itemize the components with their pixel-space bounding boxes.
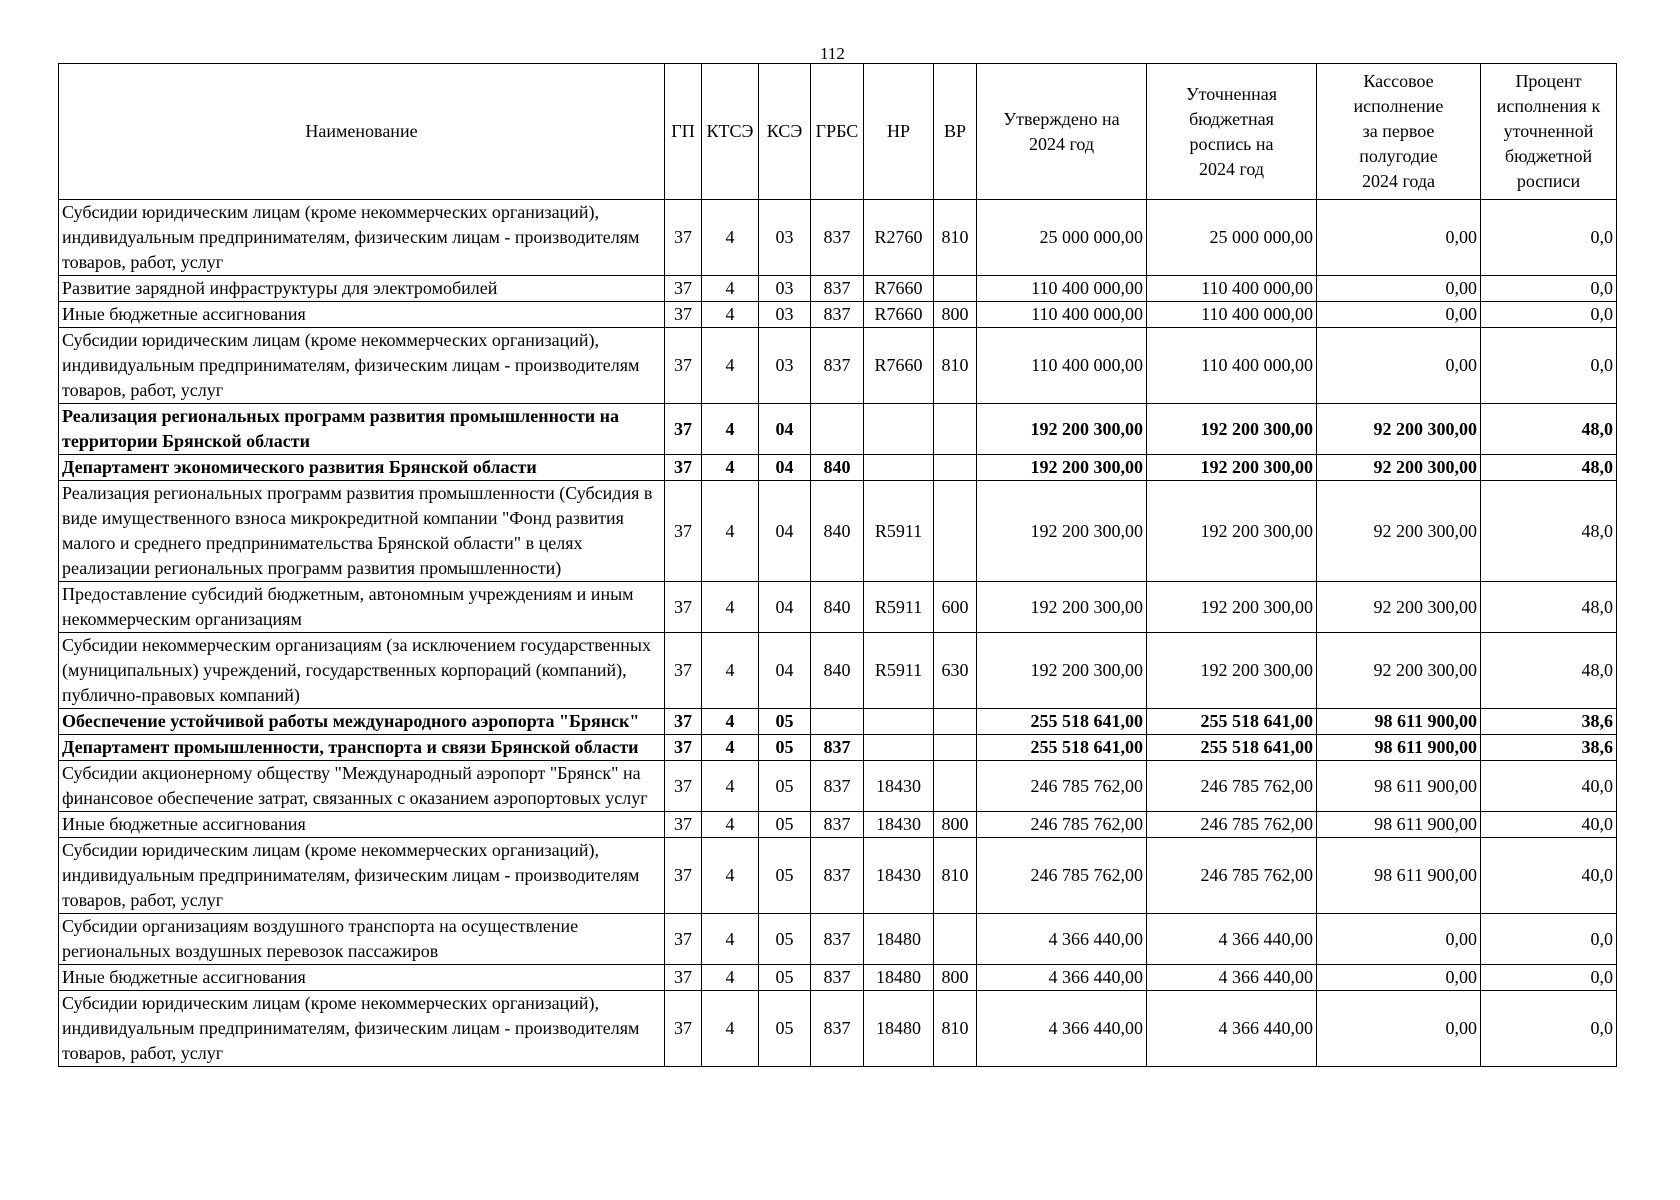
cell-ktse: 4 [702,812,759,838]
cell-cash: 92 200 300,00 [1317,481,1481,582]
table-row [59,328,1617,404]
cell-approved: 192 200 300,00 [977,633,1147,709]
cell-refined: 25 000 000,00 [1147,200,1317,276]
header-kse: КСЭ [759,64,811,200]
cell-refined: 192 200 300,00 [1147,481,1317,582]
cell-gp: 37 [665,276,702,302]
cell-kse: 03 [759,200,811,276]
cell-percent: 0,0 [1481,914,1617,965]
cell-name: Департамент промышленности, транспорта и связи Брянской области [59,735,665,761]
cell-approved: 192 200 300,00 [977,455,1147,481]
table-row [59,991,1617,1067]
budget-table [58,63,1617,1067]
cell-refined: 246 785 762,00 [1147,761,1317,812]
cell-vr: 600 [934,582,977,633]
cell-kse: 04 [759,633,811,709]
cell-nr: 18430 [864,812,934,838]
page-number: 112 [820,44,845,63]
cell-cash: 98 611 900,00 [1317,761,1481,812]
cell-nr: 18480 [864,965,934,991]
cell-grbs: 837 [811,328,864,404]
cell-name: Реализация региональных программ развития промышленности (Субсидия в виде имущественного взноса микрокредитной компании "Фонд развития малого и среднего предпринимательства Брянской области" в целях реализации региональных программ развития промышленности) [59,481,665,582]
cell-refined: 110 400 000,00 [1147,328,1317,404]
cell-kse: 04 [759,455,811,481]
cell-approved: 192 200 300,00 [977,582,1147,633]
cell-approved: 246 785 762,00 [977,838,1147,914]
cell-vr [934,761,977,812]
cell-ktse: 4 [702,328,759,404]
cell-percent: 48,0 [1481,404,1617,455]
cell-grbs: 837 [811,838,864,914]
cell-approved: 192 200 300,00 [977,481,1147,582]
cell-refined: 192 200 300,00 [1147,404,1317,455]
cell-nr [864,735,934,761]
cell-approved: 110 400 000,00 [977,302,1147,328]
cell-name: Реализация региональных программ развития промышленности на территории Брянской области [59,404,665,455]
cell-percent: 40,0 [1481,761,1617,812]
cell-name: Иные бюджетные ассигнования [59,302,665,328]
header-gp: ГП [665,64,702,200]
header-cash: Кассовое исполнение за первое полугодие 2024 года [1317,64,1481,200]
cell-percent: 0,0 [1481,276,1617,302]
cell-cash: 98 611 900,00 [1317,838,1481,914]
cell-approved: 255 518 641,00 [977,735,1147,761]
cell-nr: R5911 [864,633,934,709]
cell-vr: 810 [934,991,977,1067]
cell-kse: 05 [759,812,811,838]
cell-gp: 37 [665,582,702,633]
cell-approved: 4 366 440,00 [977,965,1147,991]
cell-grbs: 837 [811,991,864,1067]
cell-ktse: 4 [702,838,759,914]
cell-nr: R7660 [864,328,934,404]
cell-grbs [811,709,864,735]
cell-ktse: 4 [702,709,759,735]
cell-kse: 05 [759,761,811,812]
cell-gp: 37 [665,302,702,328]
cell-refined: 255 518 641,00 [1147,709,1317,735]
header-refined: Уточненная бюджетная роспись на 2024 год [1147,64,1317,200]
cell-ktse: 4 [702,914,759,965]
table-row [59,455,1617,481]
table-header [59,64,1617,200]
cell-cash: 0,00 [1317,991,1481,1067]
cell-cash: 92 200 300,00 [1317,455,1481,481]
table-row [59,965,1617,991]
cell-vr: 800 [934,965,977,991]
cell-vr: 800 [934,812,977,838]
cell-refined: 255 518 641,00 [1147,735,1317,761]
table-row [59,481,1617,582]
cell-cash: 92 200 300,00 [1317,633,1481,709]
cell-percent: 48,0 [1481,633,1617,709]
cell-refined: 192 200 300,00 [1147,633,1317,709]
cell-vr: 810 [934,200,977,276]
cell-kse: 03 [759,302,811,328]
cell-gp: 37 [665,991,702,1067]
cell-cash: 0,00 [1317,328,1481,404]
cell-percent: 48,0 [1481,582,1617,633]
cell-name: Иные бюджетные ассигнования [59,812,665,838]
cell-ktse: 4 [702,455,759,481]
cell-kse: 05 [759,709,811,735]
cell-gp: 37 [665,761,702,812]
cell-nr: R5911 [864,481,934,582]
cell-grbs: 837 [811,302,864,328]
cell-ktse: 4 [702,582,759,633]
cell-percent: 40,0 [1481,838,1617,914]
cell-cash: 92 200 300,00 [1317,582,1481,633]
cell-vr [934,481,977,582]
cell-nr [864,404,934,455]
cell-percent: 40,0 [1481,812,1617,838]
cell-name: Обеспечение устойчивой работы международного аэропорта "Брянск" [59,709,665,735]
cell-grbs: 837 [811,812,864,838]
cell-cash: 0,00 [1317,276,1481,302]
cell-percent: 0,0 [1481,965,1617,991]
cell-gp: 37 [665,965,702,991]
cell-name: Субсидии некоммерческим организациям (за исключением государственных (муниципальных) учреждений, государственных корпораций (компаний), публично-правовых компаний) [59,633,665,709]
cell-gp: 37 [665,709,702,735]
cell-name: Иные бюджетные ассигнования [59,965,665,991]
cell-ktse: 4 [702,302,759,328]
cell-name: Развитие зарядной инфраструктуры для электромобилей [59,276,665,302]
table-row [59,582,1617,633]
cell-vr: 800 [934,302,977,328]
table-row [59,735,1617,761]
cell-cash: 0,00 [1317,965,1481,991]
cell-gp: 37 [665,735,702,761]
header-grbs: ГРБС [811,64,864,200]
cell-kse: 05 [759,735,811,761]
cell-name: Субсидии юридическим лицам (кроме некоммерческих организаций), индивидуальным предпринимателям, физическим лицам - производителям товаров, работ, услуг [59,838,665,914]
cell-nr: R7660 [864,302,934,328]
cell-cash: 92 200 300,00 [1317,404,1481,455]
header-percent: Процент исполнения к уточненной бюджетной росписи [1481,64,1617,200]
cell-cash: 0,00 [1317,200,1481,276]
cell-kse: 04 [759,582,811,633]
cell-percent: 0,0 [1481,200,1617,276]
cell-ktse: 4 [702,481,759,582]
cell-name: Субсидии акционерному обществу "Международный аэропорт "Брянск" на финансовое обеспечение затрат, связанных с оказанием аэропортовых услуг [59,761,665,812]
cell-name: Субсидии юридическим лицам (кроме некоммерческих организаций), индивидуальным предпринимателям, физическим лицам - производителям товаров, работ, услуг [59,991,665,1067]
cell-name: Субсидии юридическим лицам (кроме некоммерческих организаций), индивидуальным предпринимателям, физическим лицам - производителям товаров, работ, услуг [59,328,665,404]
cell-vr [934,914,977,965]
cell-cash: 98 611 900,00 [1317,709,1481,735]
cell-percent: 0,0 [1481,328,1617,404]
cell-nr: R2760 [864,200,934,276]
table-row [59,709,1617,735]
cell-refined: 192 200 300,00 [1147,455,1317,481]
cell-vr [934,276,977,302]
cell-gp: 37 [665,404,702,455]
cell-approved: 25 000 000,00 [977,200,1147,276]
cell-ktse: 4 [702,735,759,761]
cell-approved: 110 400 000,00 [977,328,1147,404]
table-row [59,276,1617,302]
cell-gp: 37 [665,200,702,276]
table-row [59,302,1617,328]
table-row [59,812,1617,838]
header-ktse: КТСЭ [702,64,759,200]
cell-name: Субсидии юридическим лицам (кроме некоммерческих организаций), индивидуальным предпринимателям, физическим лицам - производителям товаров, работ, услуг [59,200,665,276]
cell-refined: 4 366 440,00 [1147,991,1317,1067]
cell-refined: 4 366 440,00 [1147,914,1317,965]
cell-grbs: 840 [811,455,864,481]
cell-cash: 0,00 [1317,914,1481,965]
cell-kse: 03 [759,276,811,302]
cell-percent: 38,6 [1481,735,1617,761]
cell-vr: 630 [934,633,977,709]
table-row [59,761,1617,812]
cell-gp: 37 [665,812,702,838]
cell-approved: 246 785 762,00 [977,812,1147,838]
cell-vr: 810 [934,328,977,404]
table-row [59,914,1617,965]
cell-approved: 246 785 762,00 [977,761,1147,812]
cell-approved: 192 200 300,00 [977,404,1147,455]
cell-grbs [811,404,864,455]
cell-approved: 110 400 000,00 [977,276,1147,302]
cell-ktse: 4 [702,200,759,276]
table-row [59,200,1617,276]
cell-cash: 0,00 [1317,302,1481,328]
cell-ktse: 4 [702,965,759,991]
cell-name: Предоставление субсидий бюджетным, автономным учреждениям и иным некоммерческим организациям [59,582,665,633]
cell-kse: 05 [759,838,811,914]
cell-kse: 04 [759,404,811,455]
cell-cash: 98 611 900,00 [1317,812,1481,838]
cell-vr [934,455,977,481]
cell-nr: 18430 [864,761,934,812]
cell-vr [934,404,977,455]
cell-grbs: 837 [811,200,864,276]
cell-vr: 810 [934,838,977,914]
cell-gp: 37 [665,455,702,481]
cell-percent: 38,6 [1481,709,1617,735]
cell-approved: 4 366 440,00 [977,991,1147,1067]
cell-ktse: 4 [702,761,759,812]
cell-percent: 48,0 [1481,481,1617,582]
cell-gp: 37 [665,633,702,709]
cell-vr [934,735,977,761]
cell-refined: 110 400 000,00 [1147,276,1317,302]
cell-nr [864,455,934,481]
header-vr: ВР [934,64,977,200]
cell-nr [864,709,934,735]
cell-gp: 37 [665,914,702,965]
header-name: Наименование [59,64,665,200]
cell-grbs: 837 [811,735,864,761]
header-approved: Утверждено на 2024 год [977,64,1147,200]
cell-grbs: 840 [811,633,864,709]
cell-refined: 110 400 000,00 [1147,302,1317,328]
cell-percent: 0,0 [1481,302,1617,328]
cell-gp: 37 [665,838,702,914]
cell-approved: 255 518 641,00 [977,709,1147,735]
cell-grbs: 837 [811,276,864,302]
cell-refined: 246 785 762,00 [1147,812,1317,838]
cell-grbs: 837 [811,914,864,965]
cell-name: Субсидии организациям воздушного транспорта на осуществление региональных воздушных перевозок пассажиров [59,914,665,965]
cell-kse: 05 [759,914,811,965]
cell-kse: 04 [759,481,811,582]
cell-nr: R7660 [864,276,934,302]
cell-ktse: 4 [702,276,759,302]
cell-grbs: 840 [811,582,864,633]
cell-refined: 246 785 762,00 [1147,838,1317,914]
cell-nr: 18480 [864,914,934,965]
cell-kse: 05 [759,965,811,991]
cell-cash: 98 611 900,00 [1317,735,1481,761]
cell-gp: 37 [665,328,702,404]
cell-kse: 05 [759,991,811,1067]
cell-ktse: 4 [702,404,759,455]
cell-kse: 03 [759,328,811,404]
table-body [59,200,1617,1067]
cell-gp: 37 [665,481,702,582]
cell-grbs: 837 [811,761,864,812]
cell-approved: 4 366 440,00 [977,914,1147,965]
cell-nr: R5911 [864,582,934,633]
cell-refined: 4 366 440,00 [1147,965,1317,991]
cell-grbs: 840 [811,481,864,582]
table-row [59,404,1617,455]
header-nr: НР [864,64,934,200]
cell-ktse: 4 [702,633,759,709]
cell-nr: 18480 [864,991,934,1067]
table-row [59,838,1617,914]
cell-refined: 192 200 300,00 [1147,582,1317,633]
cell-nr: 18430 [864,838,934,914]
cell-percent: 0,0 [1481,991,1617,1067]
table-row [59,633,1617,709]
cell-name: Департамент экономического развития Брянской области [59,455,665,481]
cell-vr [934,709,977,735]
cell-ktse: 4 [702,991,759,1067]
cell-percent: 48,0 [1481,455,1617,481]
cell-grbs: 837 [811,965,864,991]
